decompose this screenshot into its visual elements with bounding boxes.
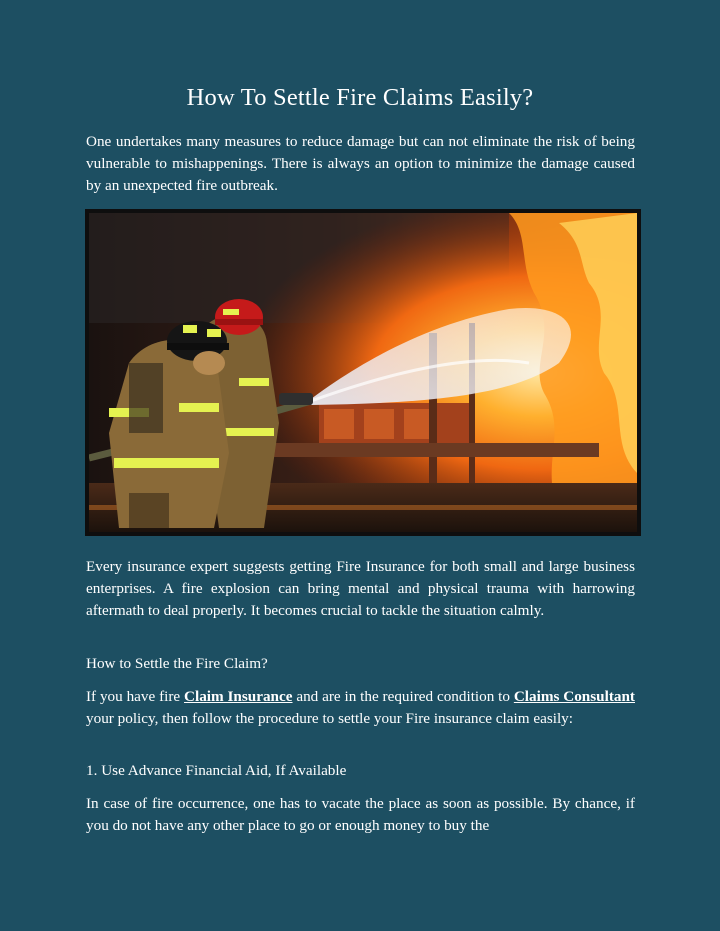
- procedure-text-1: If you have fire: [86, 688, 185, 705]
- procedure-text-2: and are in the required condition to: [292, 688, 514, 705]
- insurance-paragraph: Every insurance expert suggests getting Fire Insurance for both small and large business enterprises. A fire explosion can bring mental and physical trauma with harrowing aftermath to deal properly. It becomes crucial to tackle the situation calmly.: [86, 558, 635, 619]
- procedure-paragraph: [86, 686, 635, 730]
- subheading: How to Settle the Fire Claim?: [86, 655, 268, 672]
- page-title: How To Settle Fire Claims Easily?: [186, 84, 534, 111]
- firefighters-spraying-water-photo-icon: [89, 213, 637, 532]
- procedure-text-3: your policy, then follow the procedure to settle your Fire insurance claim easily:: [86, 710, 573, 727]
- claim-insurance-link[interactable]: Claim Insurance: [184, 688, 293, 705]
- step-1-paragraph: In case of fire occurrence, one has to vacate the place as soon as possible. By chance, if you do not have any other place to go or enough money to buy the: [86, 795, 635, 834]
- step-1-heading: 1. Use Advance Financial Aid, If Available: [86, 762, 347, 779]
- intro-paragraph: One undertakes many measures to reduce damage but can not eliminate the risk of being vulnerable to mishappenings. There is always an option to minimize the damage caused by an unexpected fire outbreak.: [86, 133, 635, 194]
- claims-consultant-link[interactable]: Claims Consultant: [513, 688, 635, 705]
- firefighters-photo: [85, 209, 641, 536]
